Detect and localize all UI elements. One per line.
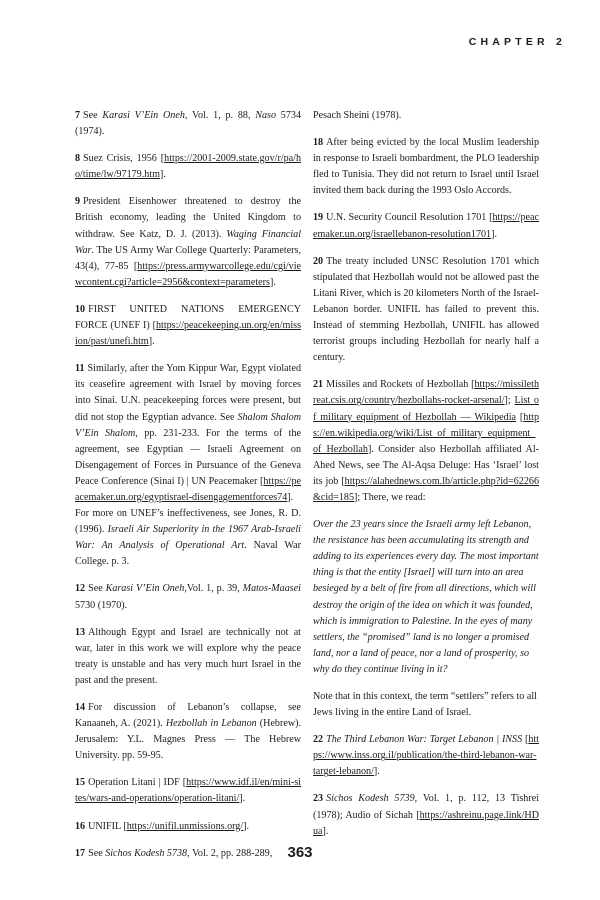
right-column bbox=[313, 108, 539, 851]
footnote-20 bbox=[313, 254, 539, 367]
footnote-text: ]; There, we read: bbox=[354, 491, 426, 503]
right-notes-2 bbox=[313, 732, 539, 840]
footnote-number: 9 bbox=[75, 196, 81, 208]
footnote-link[interactable]: https://ashreinu.page.link/HDua bbox=[313, 809, 539, 837]
footnote-number: 19 bbox=[313, 212, 324, 224]
footnote-16 bbox=[75, 819, 301, 835]
footnote-title: Sichos Kodesh 5739 bbox=[326, 793, 415, 805]
footnote-8 bbox=[75, 151, 301, 183]
footnote-10 bbox=[75, 302, 301, 350]
footnote-23 bbox=[313, 791, 539, 839]
footnote-link[interactable]: https://www.idf.il/en/mini-sites/wars-and-operations/operation-litani/ bbox=[75, 777, 301, 805]
footnote-link[interactable]: https://2001-2009.state.gov/r/pa/ho/time/lw/97179.htm bbox=[75, 153, 301, 181]
footnote-text: U.N. Security Council Resolution 1701 [ bbox=[326, 212, 493, 224]
footnote-text: Although Egypt and Israel are technically not at war, later in this work we will explore why the peace treaty is unstable and has very much hurt Israel in the past and the present. bbox=[75, 626, 301, 686]
footnote-text: See bbox=[83, 110, 103, 121]
footnote-number: 18 bbox=[313, 137, 324, 149]
footnote-link[interactable]: https://unifil.unmissions.org/ bbox=[126, 820, 244, 832]
footnote-number: 20 bbox=[313, 255, 324, 267]
footnote-number: 21 bbox=[313, 379, 324, 391]
footnote-text: FIRST UNITED NATIONS EMERGENCY FORCE (UNEF I) [ bbox=[75, 303, 301, 332]
footnote-number: 16 bbox=[75, 820, 86, 832]
left-column bbox=[75, 108, 301, 873]
footnote-text: . Naval War College. p. 3. bbox=[75, 540, 301, 568]
footnote-text: See bbox=[88, 847, 106, 859]
footnote-link[interactable]: List of military equipment of Hezbollah — Wikipedia bbox=[313, 395, 539, 423]
footnote-link[interactable]: https://en.wikipedia.org/wiki/List_of_military_equipment_of_Hezbollah bbox=[313, 411, 539, 455]
footnote-title: The Third Lebanon War: Target Lebanon | INSS bbox=[326, 734, 523, 746]
footnote-text: Similarly, after the Yom Kippur War, Egypt violated its ceasefire agreement with Israel by moving forces into Sinai. U.N. peacekeeping forces were present, but did not stop the Egyptian advance. See bbox=[75, 363, 301, 423]
footnote-text: 5730 (1970). bbox=[75, 599, 128, 611]
footnote-number: 7 bbox=[75, 110, 81, 121]
footnote-text: [ bbox=[515, 411, 524, 423]
footnote-number: 11 bbox=[75, 363, 85, 375]
footnote-12 bbox=[75, 581, 301, 613]
footnote-text: . The US Army War College Quarterly: Parameters, 43(4), 77-85 [ bbox=[75, 244, 301, 272]
footnote-19 bbox=[313, 210, 539, 242]
footnote-number: 14 bbox=[75, 702, 86, 713]
footnote-number: 17 bbox=[75, 847, 86, 859]
footnote-text: [ bbox=[522, 734, 529, 746]
footnote-title: Sichos Kodesh 5738 bbox=[105, 847, 188, 859]
footnote-text: For discussion of Lebanon’s collapse, see Kanaaneh, A. (2021). bbox=[75, 702, 301, 730]
footnote-text: See bbox=[88, 583, 106, 595]
footnote-text: ]. bbox=[148, 336, 155, 348]
footnote-number: 15 bbox=[75, 777, 86, 789]
footnote-text: , Vol. 1, p. 112, 13 Tishrei (1978); Audio of Sichah [ bbox=[313, 793, 540, 821]
footnote-title: Waging Financial War bbox=[75, 228, 301, 256]
footnote-title: Matos-Maasei bbox=[242, 583, 301, 595]
footnote-number: 22 bbox=[313, 734, 324, 746]
footnote-link[interactable]: https://peacemaker.un.org/egyptisrael-disengagementforces74 bbox=[75, 475, 301, 503]
footnote-number: 12 bbox=[75, 583, 86, 595]
footnote-21 bbox=[313, 377, 539, 506]
footnote-text: ]; bbox=[504, 395, 515, 407]
footnote-9 bbox=[75, 194, 301, 291]
quote-remark: Note that in this context, the term “settlers” refers to all Jews living in the entire Land of Israel. bbox=[313, 691, 537, 719]
footnote-title: Hezbollah in Lebanon bbox=[165, 718, 257, 730]
footnote-link[interactable]: https://missilethreat.csis.org/country/hezbollahs-rocket-arsenal/ bbox=[313, 379, 539, 407]
footnote-text: , Vol. 2, pp. 288-289, bbox=[187, 847, 273, 859]
footnote-text: ]. bbox=[491, 228, 497, 240]
note-17-continuation: Pesach Sheini (1978). bbox=[313, 110, 402, 121]
footnote-link[interactable]: https://peacekeeping.un.org/en/mission/past/unefi.htm bbox=[75, 320, 301, 348]
footnote-text: ,Vol. 1, p. 39, bbox=[184, 583, 243, 595]
footnote-text: ]. For more on UNEF’s ineffectiveness, see Jones, R. D. (1996). bbox=[75, 491, 301, 536]
footnote-title: Naso bbox=[255, 110, 277, 121]
footnote-number: 8 bbox=[75, 153, 81, 165]
footnote-text: After being evicted by the local Muslim leadership in response to Israeli bombardment, the PLO leadership fled to Tunisia. They did not return to Israel until Israel invited them back during the 1993 Oslo Accords. bbox=[313, 137, 539, 197]
footnote-text: ]. bbox=[269, 276, 276, 288]
footnote-number: 10 bbox=[75, 303, 86, 315]
footnote-text: ]. bbox=[322, 825, 329, 837]
footnote-15 bbox=[75, 775, 301, 807]
footnote-7 bbox=[75, 108, 301, 140]
footnote-title: Karasi V’Ein Oneh bbox=[102, 110, 185, 121]
footnote-22 bbox=[313, 732, 539, 780]
footnote-text: 5734 (1974). bbox=[75, 110, 301, 138]
footnote-text: , Vol. 1, p. 88, bbox=[184, 110, 256, 121]
page-number: 363 bbox=[287, 844, 313, 861]
footnote-text: ]. Consider also Hezbollah affiliated Al-Ahed News, see The Al-Aqsa Deluge: Has ‘Israel’ lost its job [ bbox=[313, 443, 539, 487]
footnote-link[interactable]: https://peacemaker.un.org/israellebanon-resolution1701 bbox=[313, 212, 539, 240]
footnote-text: ]. bbox=[239, 793, 246, 805]
footnote-link[interactable]: https://alahednews.com.lb/article.php?id=62266&cid=185 bbox=[313, 475, 539, 503]
footnote-18 bbox=[313, 135, 539, 199]
chapter-heading: CHAPTER 2 bbox=[468, 36, 566, 48]
footnote-number: 23 bbox=[313, 793, 324, 805]
footnote-title: Israeli Air Superiority in the 1967 Arab-Israeli War: An Analysis of Operational Art bbox=[75, 524, 301, 552]
footnote-link[interactable]: https://www.inss.org.il/publication/the-third-lebanon-war-target-lebanon/ bbox=[313, 734, 539, 778]
footnote-text: President Eisenhower threatened to destroy the British economy, leading the United Kingdom to withdraw. See Katz, D. J. (2013). bbox=[75, 196, 301, 240]
footnote-14 bbox=[75, 700, 301, 764]
footnote-13 bbox=[75, 625, 301, 689]
right-notes bbox=[313, 135, 539, 506]
footnote-title: Shalom Shalom V’Ein Shalom bbox=[75, 411, 301, 439]
footnote-text: ]. bbox=[243, 820, 250, 832]
footnote-text: ]. bbox=[159, 169, 166, 181]
footnote-text: UNIFIL [ bbox=[88, 820, 127, 832]
footnote-text: , pp. 231-233. For the terms of the agreement, see Egyptian — Israeli Agreement on Disengagement of Forces in Pursuance of the Geneva Peace Conference (Sinai I) | UN Peacemaker [ bbox=[75, 427, 301, 487]
footnote-text: Suez Crisis, 1956 [ bbox=[83, 153, 165, 165]
footnote-text: The treaty included UNSC Resolution 1701 which stipulated that Hezbollah would not be allowed past the Litani River, which is 20 kilometers North of the Israel-Lebanon border. UNIFIL has failed to prevent this. Instead of stemming Hezbollah, UNIFIL has allowed terrorist groups including Hezbollah for nearly half a century. bbox=[313, 255, 539, 364]
footnote-text: Operation Litani | IDF [ bbox=[88, 777, 187, 789]
footnote-text: (Hebrew). Jerusalem: Y.L. Magnes Press — The Hebrew University. pp. 59-95. bbox=[75, 718, 301, 762]
footnote-link[interactable]: https://press.armywarcollege.edu/cgi/viewcontent.cgi?article=2956&context=parameters bbox=[75, 260, 301, 288]
footnote-text: Missiles and Rockets of Hezbollah [ bbox=[326, 379, 475, 391]
footnote-title: Karasi V’Ein Oneh bbox=[105, 583, 185, 595]
footnote-number: 13 bbox=[75, 626, 86, 638]
footnote-text: ]. bbox=[373, 766, 380, 778]
block-quote: Over the 23 years since the Israeli army left Lebanon, the resistance has been accumulating its strength and adding to its experiences every day. The most important thing is that the entity [Israel] will turn into an area besieged by a belt of fire from all directions, which will destroy the origin of the idea on which it was founded, which is immigration to Palestine. In the eyes of many settlers, the “promised” land is no longer a promised land, nor a land of peace, nor a land of prosperity, so why do they continue living in it? bbox=[313, 519, 539, 675]
footnote-11 bbox=[75, 361, 301, 570]
